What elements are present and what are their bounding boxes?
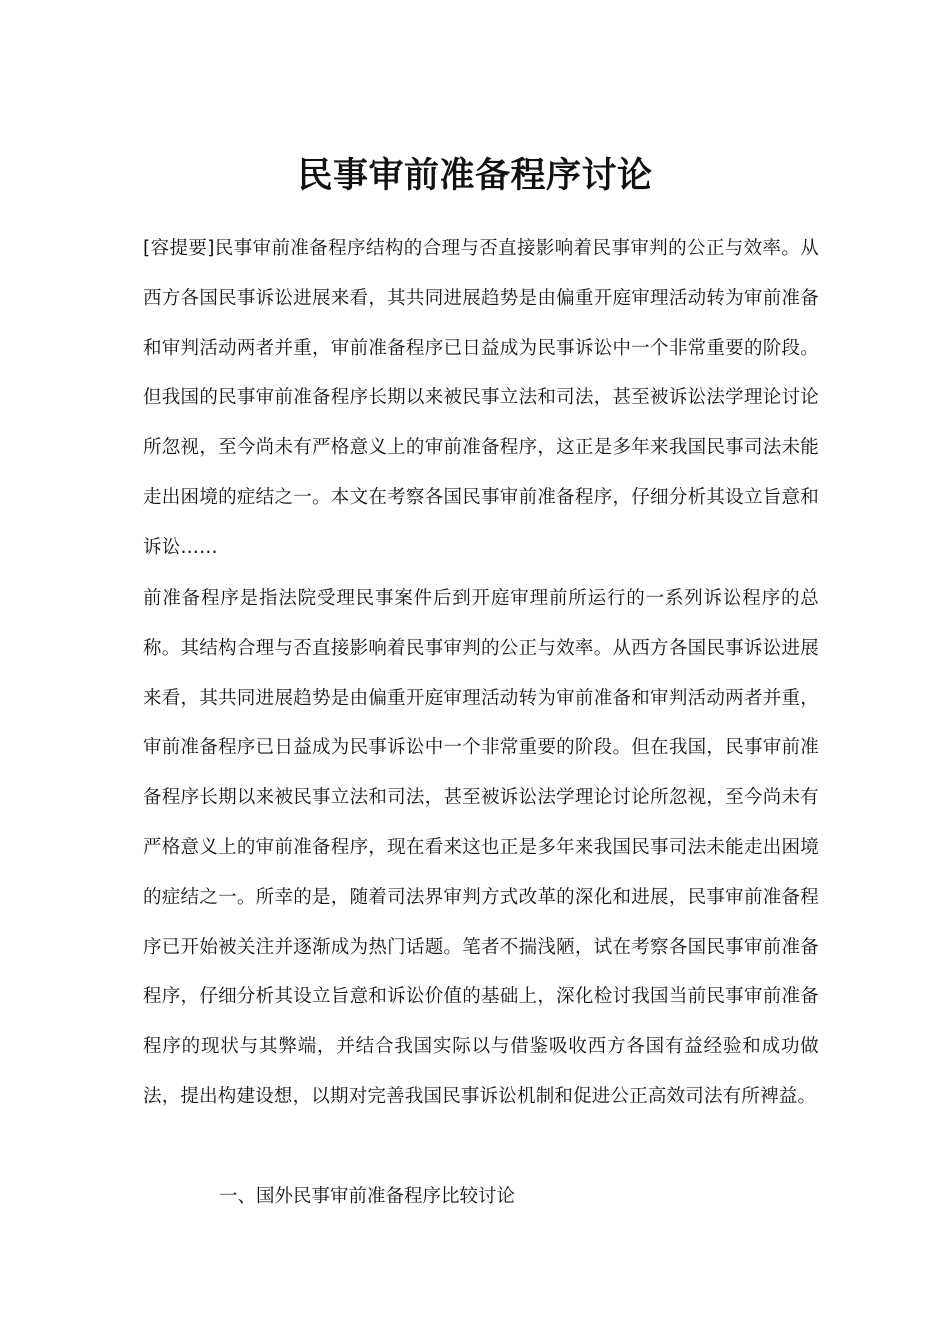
document-title: 民事审前准备程序讨论 xyxy=(297,156,653,196)
abstract-paragraph: [容提要]民事审前准备程序结构的合理与否直接影响着民事审判的公正与效率。从西方各国民事诉讼进展来看，其共同进展趋势是由偏重开庭审理活动转为审前准备和审判活动两者并重，审前准备程序已日益成为民事诉讼中一个非常重要的阶段。但我国的民事审前准备程序长期以来被民事立法和司法，甚至被诉讼法学理论讨论所忽视，至今尚未有严格意义上的审前准备程序，这正是多年来我国民事司法未能走出困境的症结之一。本文在考察各国民事审前准备程序，仔细分析其设立旨意和诉讼…… xyxy=(143,238,819,558)
section-heading: 一、国外民事审前准备程序比较讨论 xyxy=(219,1186,516,1207)
body-paragraph: 前准备程序是指法院受理民事案件后到开庭审理前所运行的一系列诉讼程序的总称。其结构合理与否直接影响着民事审判的公正与效率。从西方各国民事诉讼进展来看，其共同进展趋势是由偏重开庭审理活动转为审前准备和审判活动两者并重，审前准备程序已日益成为民事诉讼中一个非常重要的阶段。但在我国，民事审前准备程序长期以来被民事立法和司法，甚至被诉讼法学理论讨论所忽视，至今尚未有严格意义上的审前准备程序，现在看来这也正是多年来我国民事司法未能走出困境的症结之一。所幸的是，随着司法界审判方式改革的深化和进展，民事审前准备程序已开始被关注并逐渐成为热门话题。笔者不揣浅陋，试在考察各国民事审前准备程序，仔细分析其设立旨意和诉讼价值的基础上，深化检讨我国当前民事审前准备程序的现状与其弊端，并结合我国实际以与借鉴吸收西方各国有益经验和成功做法，提出构建设想，以期对完善我国民事诉讼机制和促进公正高效司法有所裨益。 xyxy=(143,588,819,1107)
